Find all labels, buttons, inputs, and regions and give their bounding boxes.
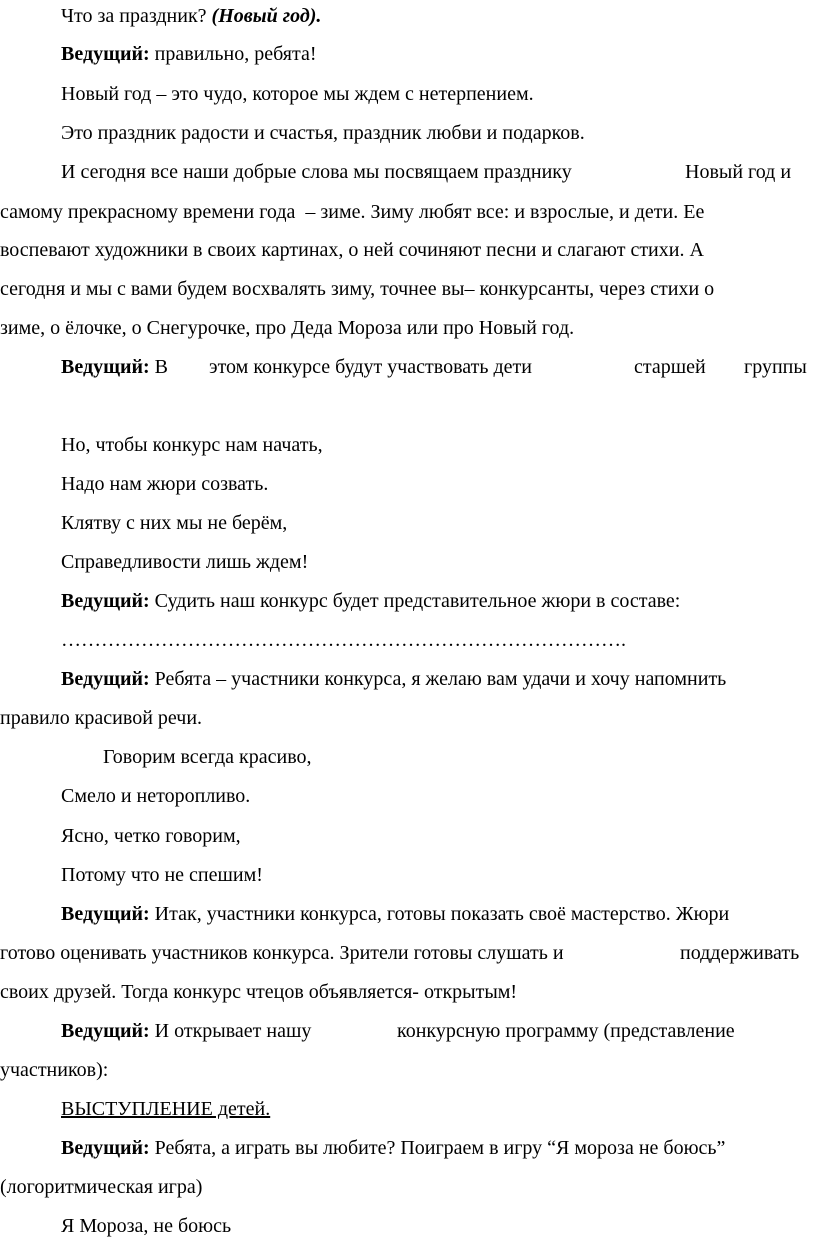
host-line xyxy=(61,667,726,691)
poem-line: Справедливости лишь ждем! xyxy=(61,551,309,573)
host-label: Ведущий: xyxy=(61,356,150,378)
paragraph-line xyxy=(61,160,792,184)
host-line xyxy=(61,589,680,613)
poem-line: Я Мороза, не боюсь xyxy=(61,1215,232,1237)
host-line xyxy=(61,1136,725,1160)
poem-line: Ясно, четко говорим, xyxy=(61,825,241,847)
jury-placeholder-dots: …………………………………………………………………………. xyxy=(61,629,626,651)
host-label: Ведущий: xyxy=(61,43,150,65)
host-text: Ребята – участники конкурса, я желаю вам удачи и хочу напомнить xyxy=(149,668,727,690)
poem-line: Смело и неторопливо. xyxy=(61,785,251,807)
text-fragment: И открывает нашу xyxy=(149,1020,312,1042)
text-fragment: группы xyxy=(744,356,807,378)
paragraph-line: (логоритмическая игра) xyxy=(0,1176,203,1198)
text-fragment: И сегодня все наши добрые слова мы посвящаем празднику xyxy=(61,161,572,183)
host-line xyxy=(61,355,807,379)
paragraph-line: своих друзей. Тогда конкурс чтецов объявляется- открытым! xyxy=(0,981,518,1003)
host-label: Ведущий: xyxy=(61,903,150,925)
poem-line: Потому что не спешим! xyxy=(61,864,263,886)
host-label: Ведущий: xyxy=(61,590,150,612)
question-line xyxy=(61,4,321,28)
text-fragment: готово оценивать участников конкурса. Зрители готовы слушать и xyxy=(0,942,564,964)
poem-line: Клятву с них мы не берём, xyxy=(61,512,288,534)
text-fragment: Новый год и xyxy=(685,161,792,183)
host-text: правильно, ребята! xyxy=(149,43,317,65)
text-fragment: старшей xyxy=(634,356,706,378)
paragraph-line xyxy=(0,941,800,965)
host-line xyxy=(61,42,316,66)
paragraph-line: сегодня и мы с вами будем восхвалять зиму, точнее вы– конкурсанты, через стихи о xyxy=(0,278,715,300)
paragraph-line: воспевают художники в своих картинах, о ней сочиняют песни и слагают стихи. А xyxy=(0,239,704,261)
host-line xyxy=(61,1019,735,1043)
host-text: Ребята, а играть вы любите? Поиграем в игру “Я мороза не боюсь” xyxy=(149,1137,726,1159)
text-fragment: этом конкурсе будут участвовать дети xyxy=(209,356,532,378)
paragraph-line: самому прекрасному времени года – зиме. Зиму любят все: и взрослые, и дети. Ее xyxy=(0,201,705,223)
text-fragment: В xyxy=(149,356,169,378)
paragraph-line: участников): xyxy=(0,1059,109,1081)
performance-heading: ВЫСТУПЛЕНИЕ детей. xyxy=(61,1098,271,1120)
paragraph-line: правило красивой речи. xyxy=(0,707,203,729)
poem-line: Говорим всегда красиво, xyxy=(103,746,312,768)
poem-line: Но, чтобы конкурс нам начать, xyxy=(61,434,323,456)
host-label: Ведущий: xyxy=(61,1137,150,1159)
answer-text: (Новый год). xyxy=(211,5,322,27)
paragraph-line: Это праздник радости и счастья, праздник любви и подарков. xyxy=(61,122,585,144)
poem-line: Надо нам жюри созвать. xyxy=(61,473,269,495)
host-label: Ведущий: xyxy=(61,668,150,690)
paragraph-line: зиме, о ёлочке, о Снегурочке, про Деда Мороза или про Новый год. xyxy=(0,317,575,339)
host-text: Итак, участники конкурса, готовы показать своё мастерство. Жюри xyxy=(149,903,730,925)
host-line xyxy=(61,902,729,926)
text-fragment: конкурсную программу (представление xyxy=(397,1020,735,1042)
question-text: Что за праздник? xyxy=(61,5,212,27)
paragraph-line: Новый год – это чудо, которое мы ждем с нетерпением. xyxy=(61,83,534,105)
text-fragment: поддерживать xyxy=(680,942,800,964)
host-label: Ведущий: xyxy=(61,1020,150,1042)
host-text: Судить наш конкурс будет представительное жюри в составе: xyxy=(149,590,681,612)
